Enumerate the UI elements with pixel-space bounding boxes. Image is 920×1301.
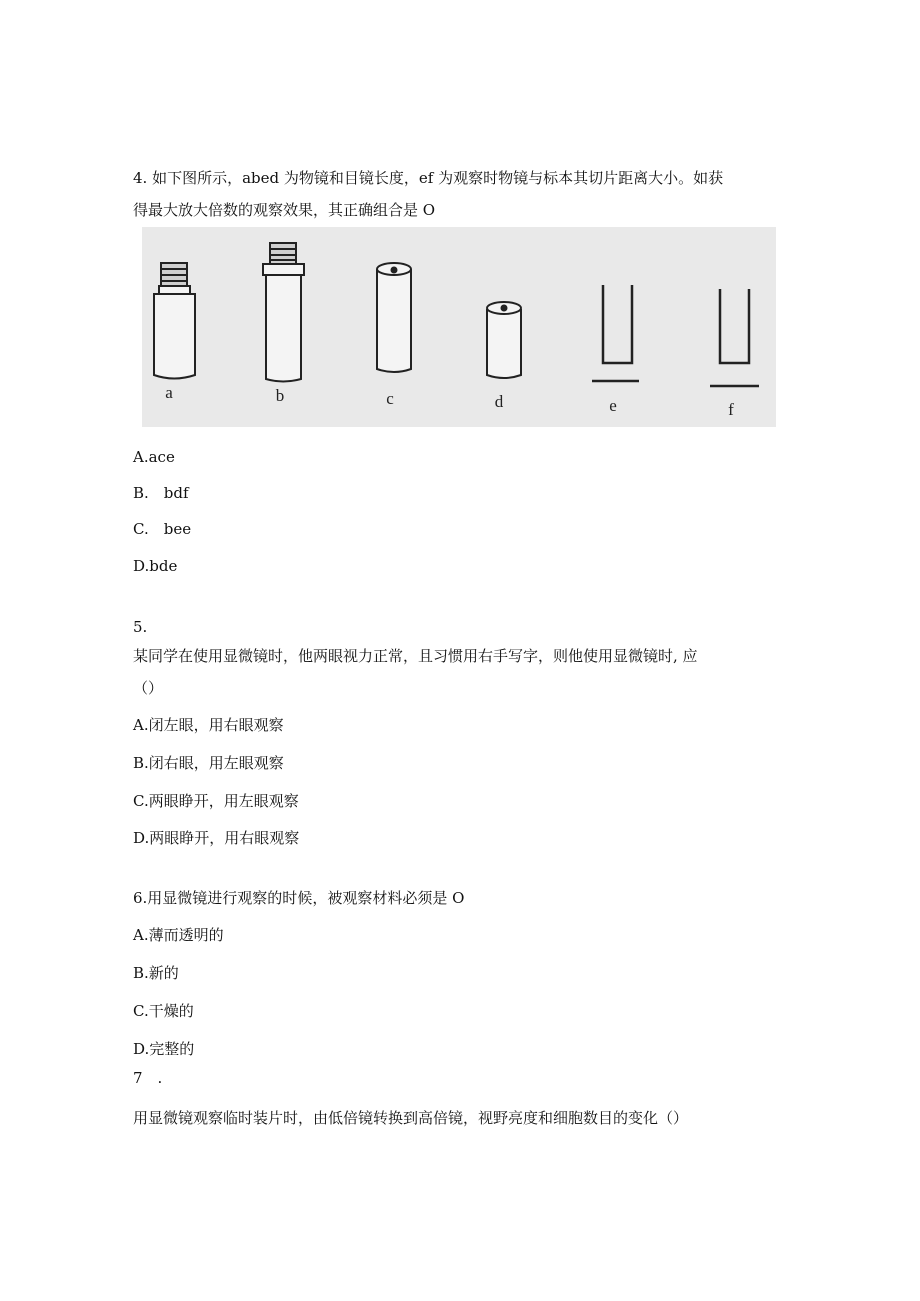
lens-c [377, 263, 411, 372]
q6-option-c: C.干燥的 [133, 1002, 194, 1020]
lens-figure [142, 227, 776, 427]
label-b: b [275, 386, 285, 405]
label-e: e [609, 396, 617, 415]
q6-option-b: B.新的 [133, 964, 179, 982]
label-c: c [386, 389, 394, 408]
q4-option-b: B. bdf [133, 484, 189, 502]
q6-option-a: A.薄而透明的 [133, 926, 224, 944]
q4-option-d: D.bde [133, 557, 178, 575]
q4-option-c: C. bee [133, 520, 192, 538]
label-a: a [165, 383, 173, 402]
q6-option-d: D.完整的 [133, 1040, 195, 1058]
label-d: d [494, 392, 504, 411]
q5-option-c: C.两眼睁开，用左眼观察 [133, 792, 299, 810]
q5-number: 5. [133, 618, 148, 636]
q5-stem-line1: 某同学在使用显微镜时，他两眼视力正常，且习惯用右手写字，则他使用显微镜时, 应 [133, 647, 698, 665]
q4-option-a: A.ace [133, 448, 175, 466]
q7-stem: 用显微镜观察临时装片时，由低倍镜转换到高倍镜，视野亮度和细胞数目的变化（） [133, 1109, 689, 1127]
q4-stem-line2: 得最大放大倍数的观察效果，其正确组合是 O [133, 201, 436, 219]
q6-stem: 6.用显微镜进行观察的时候，被观察材料必须是 O [133, 889, 465, 907]
q5-option-b: B.闭右眼，用左眼观察 [133, 754, 284, 772]
label-f: f [728, 400, 734, 419]
q5-option-d: D.两眼睁开，用右眼观察 [133, 829, 300, 847]
q5-option-a: A.闭左眼，用右眼观察 [133, 716, 284, 734]
lens-b [263, 243, 304, 382]
q5-stem-line2: （） [133, 679, 164, 697]
q4-stem-line1: 4. 如下图所示，abed 为物镜和目镜长度，ef 为观察时物镜与标本其切片距离大小。如获 [133, 169, 724, 187]
q7-number: 7 . [133, 1069, 163, 1087]
lens-d [487, 302, 521, 378]
